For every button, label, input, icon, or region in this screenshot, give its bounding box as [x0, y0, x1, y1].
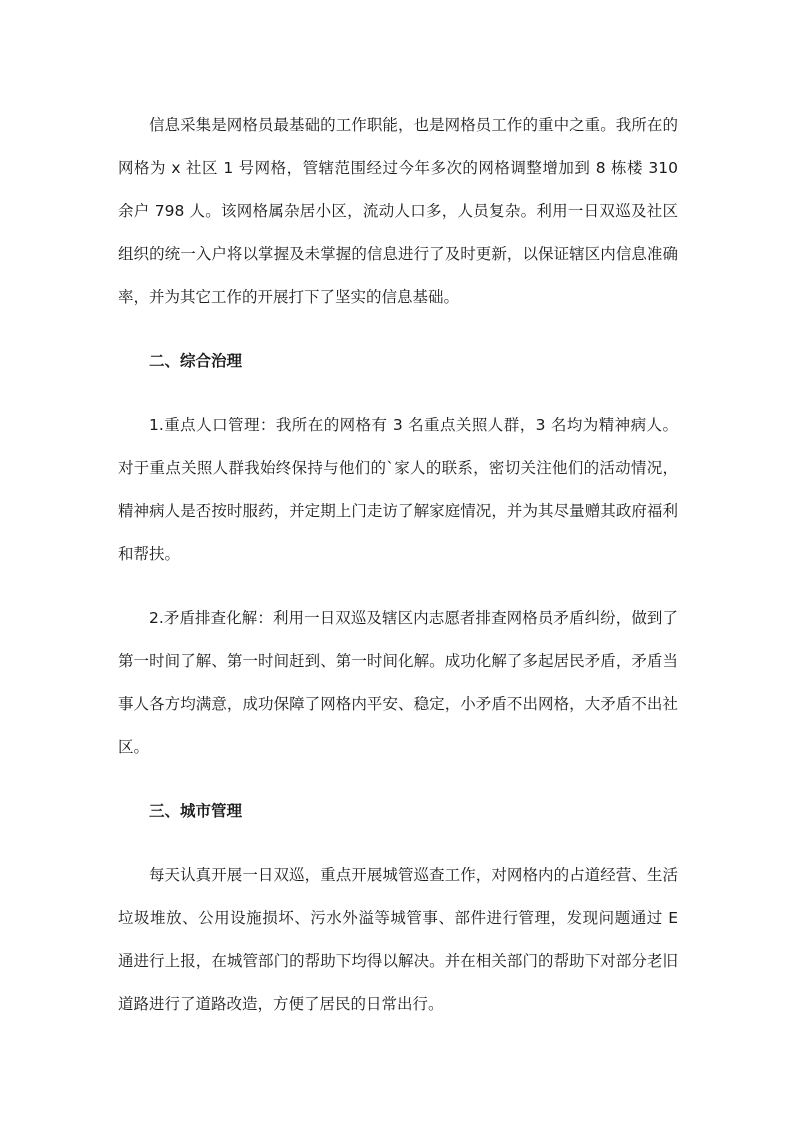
- section-heading-comprehensive-governance: 二、综合治理: [149, 352, 243, 370]
- section-heading-city-management: 三、城市管理: [149, 802, 243, 820]
- spacer: [118, 383, 678, 404]
- spacer: [118, 319, 678, 340]
- paragraph-info-collection: 信息采集是网格员最基础的工作职能，也是网格员工作的重中之重。我所在的网格为 x 社区 1 号网格，管辖范围经过今年多次的网格调整增加到 8 栋楼 310 余户 798 人。该网格属杂居小区，流动人口多，人员复杂。利用一日双巡及社区组织的统一入户将以掌握及未掌握的信息进行了及时更新，以保证辖区内信息准确率，并为其它工作的开展打下了坚实的信息基础。: [118, 116, 678, 306]
- spacer: [118, 576, 678, 597]
- spacer: [118, 769, 678, 790]
- paragraph-conflict-resolution: 2.矛盾排查化解：利用一日双巡及辖区内志愿者排查网格员矛盾纠纷，做到了第一时间了解、第一时间赶到、第一时间化解。成功化解了多起居民矛盾，矛盾当事人各方均满意，成功保障了网格内平安、稳定，小矛盾不出网格，大矛盾不出社区。: [118, 609, 678, 756]
- document-page: [118, 104, 678, 1026]
- paragraph-city-patrol: 每天认真开展一日双巡，重点开展城管巡查工作，对网格内的占道经营、生活垃圾堆放、公用设施损坏、污水外溢等城管事、部件进行管理，发现问题通过 E 通进行上报，在城管部门的帮助下均得以解决。并在相关部门的帮助下对部分老旧道路进行了道路改造，方便了居民的日常出行。: [118, 866, 678, 1013]
- spacer: [118, 833, 678, 854]
- paragraph-key-population: 1.重点人口管理：我所在的网格有 3 名重点关照人群，3 名均为精神病人。对于重点关照人群我始终保持与他们的`家人的联系，密切关注他们的活动情况，精神病人是否按时服药，并定期上门走访了解家庭情况，并为其尽量赠其政府福利和帮扶。: [118, 416, 678, 563]
